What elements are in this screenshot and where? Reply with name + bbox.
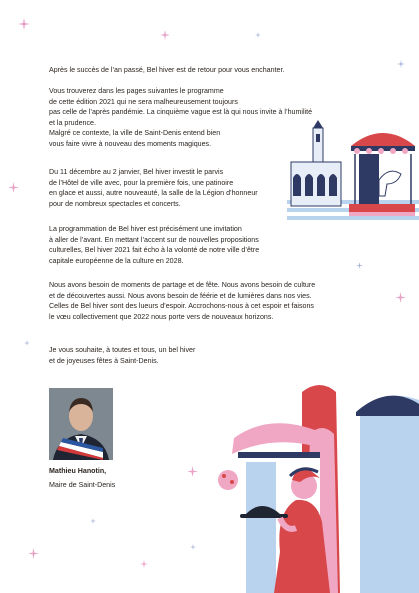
sparkle-icon — [8, 182, 19, 193]
letter-paragraph-wishes: Je vous souhaite, à toutes et tous, un bel hiver et de joyeuses fêtes à Saint-Denis. — [49, 346, 196, 365]
sparkle-icon — [395, 292, 406, 303]
sparkle-icon — [190, 544, 196, 550]
letter-paragraph-programme: Vous trouverez dans les pages suivantes le programme de cette édition 2021 qui ne sera malheureusement toujours pas celle de l’après pandémie. La cinquième vague est là qui nous invite à l’humilité et la prudence. Malgré ce contexte, la ville de Saint-Denis entend bien vous faire vivre à nouveau des moments magiques. — [49, 87, 313, 148]
sparkle-icon — [28, 548, 39, 559]
letter-paragraph-dates: Du 11 décembre au 2 janvier, Bel hiver investit le parvis de l’Hôtel de ville avec, pour la première fois, une patinoire en glace et aussi, autre nouveauté, la salle de la Légion d’honneur pour de nombreux spectacles et concerts. — [49, 168, 258, 208]
sparkle-icon — [140, 560, 148, 568]
letter-paragraph-hope: Nous avons besoin de moments de partage et de fête. Nous avons besoin de culture et de découvertes aussi. Nous avons besoin de féérie et de lumières dans nos vies. Celles de Bel hiver sont des lueurs d’espoir. Accrochons-nous à cet espoir et faisons le vœu collectivement que 2022 nous porte vers de nouveaux horizons. — [49, 281, 316, 321]
waiter-stall-illustration — [210, 382, 419, 593]
sparkle-icon — [187, 466, 198, 477]
letter-paragraph-intro: Après le succès de l’an passé, Bel hiver est de retour pour vous enchanter. — [49, 66, 285, 74]
sparkle-icon — [90, 518, 96, 524]
mayor-portrait — [49, 388, 113, 460]
sparkle-icon — [255, 32, 261, 38]
sparkle-icon — [160, 30, 170, 40]
sparkle-icon — [24, 340, 30, 346]
signature-name: Mathieu Hanotin, — [49, 467, 107, 475]
basilica-carousel-illustration — [287, 118, 419, 222]
sparkle-icon — [397, 60, 405, 68]
sparkle-icon — [18, 18, 30, 30]
signature-title: Maire de Saint-Denis — [49, 481, 116, 489]
sparkle-icon — [356, 262, 363, 269]
letter-paragraph-culture: La programmation de Bel hiver est précisément une invitation à aller de l’avant. En mettant l’accent sur de nouvelles propositions culturelles, Bel hiver 2021 fait écho à la volonté de notre ville d’être capitale européenne de la culture en 2028. — [49, 225, 260, 265]
